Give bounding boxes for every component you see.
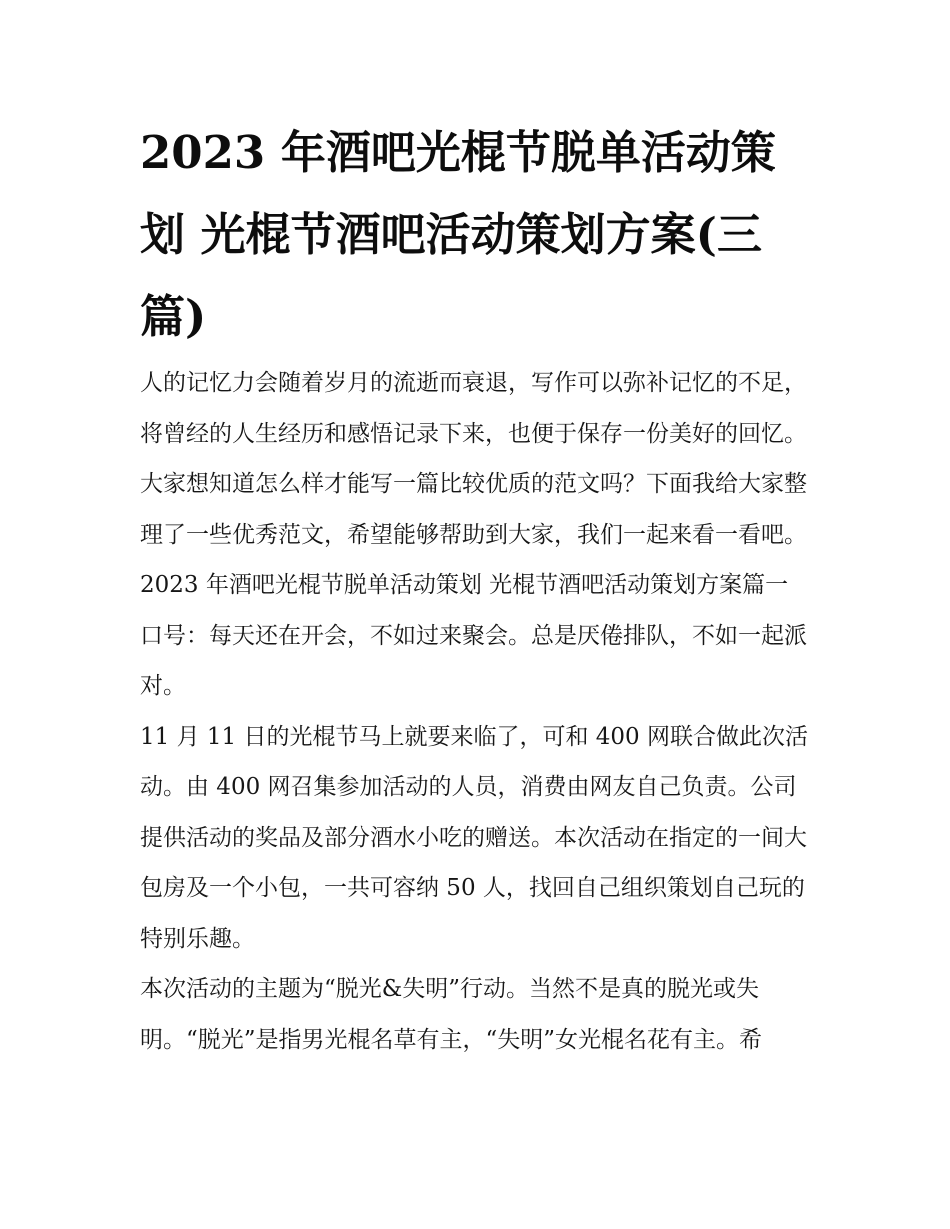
event-description-paragraph: 11 月 11 日的光棍节马上就要来临了，可和 400 网联合做此次活动。由 400 网召集参加活动的人员，消费由网友自己负责。公司提供活动的奖品及部分酒水小吃的赠送。本次活动在指定的一间大包房及一个小包，一共可容纳 50 人，找回自己组织策划自己玩的特别乐趣。	[140, 723, 808, 952]
document-body	[140, 112, 812, 1065]
paragraph-list	[140, 358, 812, 1065]
document-title: 2023 年酒吧光棍节脱单活动策划 光棍节酒吧活动策划方案(三篇)	[140, 126, 776, 343]
theme-paragraph: 本次活动的主题为“脱光&失明”行动。当然不是真的脱光或失明。“脱光”是指男光棍名草有主，“失明”女光棍名花有主。希	[140, 976, 763, 1053]
section-heading-paragraph: 2023 年酒吧光棍节脱单活动策划 光棍节酒吧活动策划方案篇一 口号：每天还在开会，不如过来聚会。总是厌倦排队，不如一起派对。	[140, 572, 807, 699]
intro-paragraph: 人的记忆力会随着岁月的流逝而衰退，写作可以弥补记忆的不足，将曾经的人生经历和感悟记录下来，也便于保存一份美好的回忆。大家想知道怎么样才能写一篇比较优质的范文吗？下面我给大家整理了一些优秀范文，希望能够帮助到大家，我们一起来看一看吧。	[140, 370, 807, 548]
